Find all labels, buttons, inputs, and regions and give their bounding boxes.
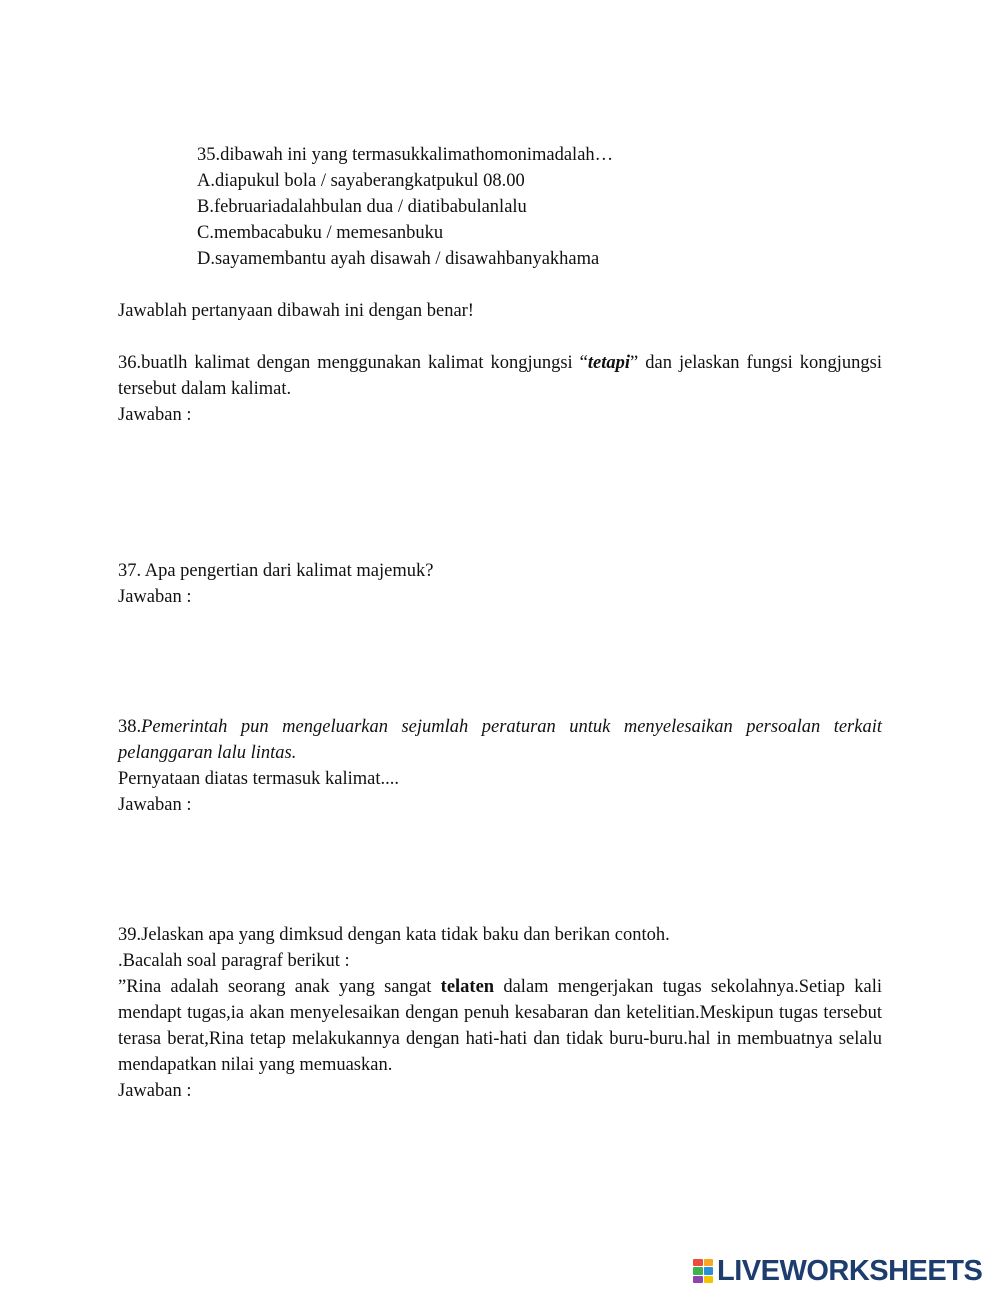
q39-paragraph-bold: telaten <box>440 977 495 997</box>
logo-square <box>693 1267 703 1274</box>
q39-paragraph-before: ”Rina adalah seorang anak yang sangat <box>118 977 441 997</box>
q38-prompt: Pernyataan diatas termasuk kalimat.... <box>118 769 400 789</box>
q37-answer-label: Jawaban : <box>118 587 192 607</box>
q35-option-c: C.membacabuku / memesanbuku <box>197 223 444 243</box>
q38-answer-label: Jawaban : <box>118 795 192 815</box>
liveworksheets-logo[interactable] <box>693 1256 982 1286</box>
logo-square <box>693 1259 703 1266</box>
q37-question: 37. Apa pengertian dari kalimat majemuk? <box>118 561 434 581</box>
q35-option-d: D.sayamembantu ayah disawah / disawahbanyakhama <box>197 249 600 269</box>
logo-square <box>704 1276 714 1283</box>
q38-number: 38. <box>118 717 142 737</box>
q38-statement-text: Pemerintah pun mengeluarkan sejumlah peraturan untuk menyelesaikan persoalan terkait pelanggaran lalu lintas. <box>118 717 882 763</box>
q39-paragraph <box>118 974 882 1078</box>
logo-square <box>704 1267 714 1274</box>
q36-text-after: ” dan jelaskan fungsi kongjungsi tersebut dalam kalimat. <box>118 353 883 399</box>
q39-paragraph-after: dalam mengerjakan tugas sekolahnya.Setiap kali mendapt tugas,ia akan menyelesaikan dengan penuh kesabaran dan ketelitian.Meskipun tugas tersebut terasa berat,Rina tetap melakukannya dengan hati-hati dan tidak buru-buru.hal in membuatnya selalu mendapatkan nilai yang memuaskan. <box>118 977 882 1075</box>
q35-question: 35.dibawah ini yang termasukkalimathomonimadalah… <box>197 145 614 165</box>
q35-option-a: A.diapukul bola / sayaberangkatpukul 08.00 <box>197 171 525 191</box>
q39-answer-label: Jawaban : <box>118 1081 192 1101</box>
brand-text: LIVEWORKSHEETS <box>717 1255 983 1287</box>
instruction: Jawablah pertanyaan dibawah ini dengan benar! <box>118 301 474 321</box>
q36-answer-label: Jawaban : <box>118 405 192 425</box>
q39-read-instruction: .Bacalah soal paragraf berikut : <box>118 951 350 971</box>
q36-text-before: 36.buatlh kalimat dengan menggunakan kalimat kongjungsi “ <box>118 353 588 373</box>
q39-question: 39.Jelaskan apa yang dimksud dengan kata tidak baku dan berikan contoh. <box>118 925 670 945</box>
liveworksheets-icon <box>693 1259 713 1283</box>
logo-square <box>693 1276 703 1283</box>
q36-question <box>118 350 882 402</box>
q35-option-b: B.februariadalahbulan dua / diatibabulanlalu <box>197 197 527 217</box>
q38-statement <box>118 714 882 766</box>
q36-keyword: tetapi <box>587 353 631 373</box>
logo-square <box>704 1259 714 1266</box>
